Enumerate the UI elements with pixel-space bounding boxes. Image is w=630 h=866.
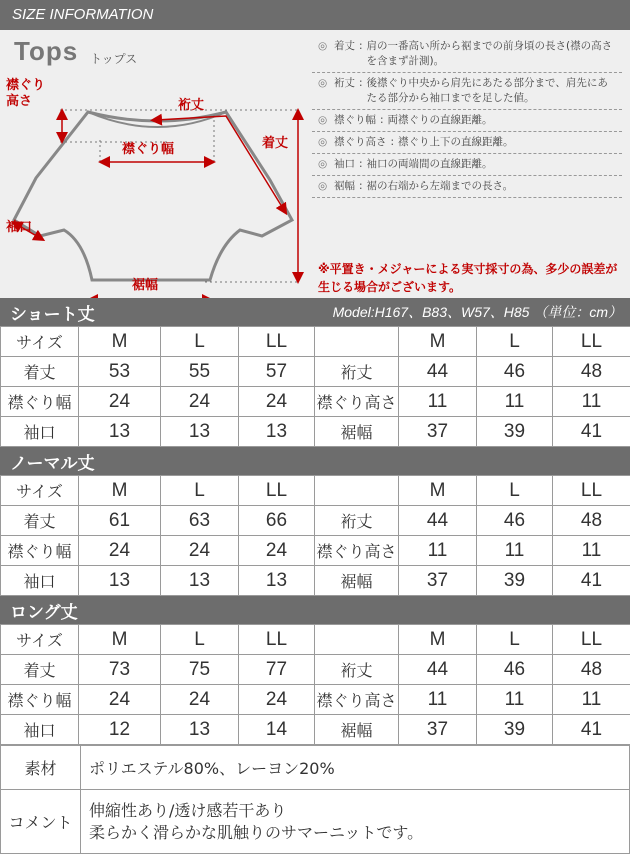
model-info: Model:H167、B83、W57、H85 （単位：cm） <box>332 304 622 320</box>
table-row <box>1 566 630 596</box>
table-cell: 裄丈 <box>315 506 399 536</box>
table-cell: 66 <box>239 506 315 536</box>
table-cell: 裾幅 <box>315 715 399 745</box>
table-cell: 13 <box>239 566 315 596</box>
material-table <box>0 745 630 854</box>
section-header <box>0 447 630 475</box>
measurement-notes <box>312 36 622 198</box>
table-cell: 着丈 <box>1 506 79 536</box>
table-cell: L <box>161 327 239 357</box>
note-item: ◎ 襟ぐり幅 : 両襟ぐりの直線距離。 <box>312 110 622 132</box>
size-header-row <box>1 625 630 655</box>
table-cell: 裄丈 <box>315 655 399 685</box>
table-cell: 11 <box>553 387 630 417</box>
table-cell: 46 <box>477 506 553 536</box>
table-cell: L <box>161 625 239 655</box>
table-cell: M <box>399 327 477 357</box>
table-cell: 11 <box>553 685 630 715</box>
table-cell <box>315 476 399 506</box>
label-yuki: 裄丈 <box>178 98 205 113</box>
table-row <box>1 536 630 566</box>
table-cell: 41 <box>553 566 630 596</box>
table-cell: 37 <box>399 417 477 447</box>
table-cell: 着丈 <box>1 357 79 387</box>
table-cell: 39 <box>477 566 553 596</box>
note-item: ◎ 裾幅 : 裾の右端から左端までの長さ。 <box>312 176 622 198</box>
section-title: ノーマル丈 <box>10 453 95 474</box>
section-title: ロング丈 <box>10 602 78 623</box>
table-cell: LL <box>239 327 315 357</box>
table-cell <box>315 625 399 655</box>
table-cell: 24 <box>79 536 161 566</box>
table-cell: 57 <box>239 357 315 387</box>
garment-illustration <box>0 30 312 298</box>
table-cell: 24 <box>79 387 161 417</box>
size-table <box>0 326 630 447</box>
table-cell: 46 <box>477 655 553 685</box>
table-cell: 11 <box>399 685 477 715</box>
table-cell: 袖口 <box>1 566 79 596</box>
table-cell: 裄丈 <box>315 357 399 387</box>
table-cell: 37 <box>399 715 477 745</box>
table-cell: サイズ <box>1 625 79 655</box>
label-length: 着丈 <box>262 136 289 151</box>
label-hem: 裾幅 <box>132 278 159 293</box>
table-cell: 襟ぐり幅 <box>1 387 79 417</box>
table-cell: 24 <box>161 536 239 566</box>
measurement-warning: ※平置き・メジャーによる実寸採寸の為、多少の誤差が生じる場合がございます。 <box>318 262 618 294</box>
table-cell: L <box>161 476 239 506</box>
table-cell: 裾幅 <box>315 417 399 447</box>
table-cell: 11 <box>399 536 477 566</box>
table-cell: 44 <box>399 357 477 387</box>
table-cell: 44 <box>399 655 477 685</box>
table-cell: 13 <box>239 417 315 447</box>
table-cell: 24 <box>239 536 315 566</box>
material-value: ポリエステル80%、レーヨン20% <box>81 746 630 790</box>
table-cell: L <box>477 625 553 655</box>
table-cell: L <box>477 476 553 506</box>
note-item: ◎ 裄丈 : 後襟ぐり中央から肩先にあたる部分まで、肩先にあたる部分から袖口までを足した値。 <box>312 73 622 110</box>
table-cell: 53 <box>79 357 161 387</box>
table-cell: 39 <box>477 417 553 447</box>
size-table <box>0 624 630 745</box>
table-cell: 襟ぐり高さ <box>315 536 399 566</box>
table-cell: 77 <box>239 655 315 685</box>
section-title: ショート丈 <box>10 304 95 325</box>
table-cell: 24 <box>239 685 315 715</box>
table-row <box>1 357 630 387</box>
diagram-subtitle: トップス <box>90 52 138 66</box>
table-cell: 袖口 <box>1 417 79 447</box>
table-cell: M <box>399 476 477 506</box>
table-cell: 48 <box>553 655 630 685</box>
table-cell: 13 <box>161 566 239 596</box>
table-cell: 44 <box>399 506 477 536</box>
table-cell: 襟ぐり高さ <box>315 685 399 715</box>
table-cell: サイズ <box>1 476 79 506</box>
table-cell: 13 <box>79 566 161 596</box>
table-cell: 11 <box>399 387 477 417</box>
table-cell: 11 <box>477 387 553 417</box>
table-cell: M <box>79 476 161 506</box>
table-row <box>1 685 630 715</box>
table-cell: 48 <box>553 506 630 536</box>
table-cell: 61 <box>79 506 161 536</box>
section-header <box>0 596 630 624</box>
note-item: ◎ 襟ぐり高さ : 襟ぐり上下の直線距離。 <box>312 132 622 154</box>
table-cell: 46 <box>477 357 553 387</box>
comment-line: 柔らかく滑らかな肌触りのサマーニットです。 <box>89 822 424 842</box>
table-cell: 75 <box>161 655 239 685</box>
table-cell: サイズ <box>1 327 79 357</box>
note-item: ◎ 袖口 : 袖口の両端間の直線距離。 <box>312 154 622 176</box>
table-cell: 11 <box>553 536 630 566</box>
table-row <box>1 387 630 417</box>
table-cell: LL <box>553 476 630 506</box>
table-cell: 48 <box>553 357 630 387</box>
table-row <box>1 506 630 536</box>
table-cell: 12 <box>79 715 161 745</box>
table-cell: 襟ぐり高さ <box>315 387 399 417</box>
table-cell: 73 <box>79 655 161 685</box>
table-cell: 24 <box>161 685 239 715</box>
table-cell: L <box>477 327 553 357</box>
comment-line: 伸縮性あり/透け感若干あり <box>89 800 287 820</box>
table-cell: 37 <box>399 566 477 596</box>
table-cell: 襟ぐり幅 <box>1 536 79 566</box>
size-diagram <box>0 30 630 298</box>
size-tables <box>0 298 630 745</box>
label-neck-height: 襟ぐり 高さ <box>6 78 46 109</box>
page-title: SIZE INFORMATION <box>0 0 630 30</box>
table-cell: 39 <box>477 715 553 745</box>
table-cell: LL <box>239 625 315 655</box>
garment-outline <box>14 112 292 280</box>
table-row <box>1 655 630 685</box>
label-cuff: 袖口 <box>6 220 33 235</box>
table-cell: 63 <box>161 506 239 536</box>
comment-value <box>81 790 630 854</box>
table-cell: 41 <box>553 715 630 745</box>
diagram-title: Tops <box>14 36 79 66</box>
size-header-row <box>1 476 630 506</box>
table-cell: LL <box>553 625 630 655</box>
table-cell: 14 <box>239 715 315 745</box>
table-cell <box>315 327 399 357</box>
label-neck-width: 襟ぐり幅 <box>122 142 175 157</box>
table-cell: 13 <box>161 715 239 745</box>
table-cell: 55 <box>161 357 239 387</box>
size-header-row <box>1 327 630 357</box>
table-cell: 11 <box>477 536 553 566</box>
table-cell: 11 <box>477 685 553 715</box>
table-cell: 13 <box>161 417 239 447</box>
size-table <box>0 475 630 596</box>
table-cell: M <box>399 625 477 655</box>
comment-label: コメント <box>1 790 81 854</box>
table-cell: 襟ぐり幅 <box>1 685 79 715</box>
yuki-arrow <box>156 116 284 210</box>
table-cell: 24 <box>161 387 239 417</box>
table-cell: 41 <box>553 417 630 447</box>
table-cell: 24 <box>239 387 315 417</box>
table-cell: M <box>79 625 161 655</box>
table-cell: 袖口 <box>1 715 79 745</box>
table-cell: 着丈 <box>1 655 79 685</box>
table-cell: M <box>79 327 161 357</box>
table-cell: 13 <box>79 417 161 447</box>
table-cell: LL <box>553 327 630 357</box>
table-row <box>1 715 630 745</box>
table-cell: 24 <box>79 685 161 715</box>
section-header <box>0 298 630 326</box>
table-cell: 裾幅 <box>315 566 399 596</box>
table-row <box>1 417 630 447</box>
note-item: ◎ 着丈 : 肩の一番高い所から裾までの前身頃の長さ(襟の高さを含まず計測)。 <box>312 36 622 73</box>
material-label: 素材 <box>1 746 81 790</box>
table-cell: LL <box>239 476 315 506</box>
